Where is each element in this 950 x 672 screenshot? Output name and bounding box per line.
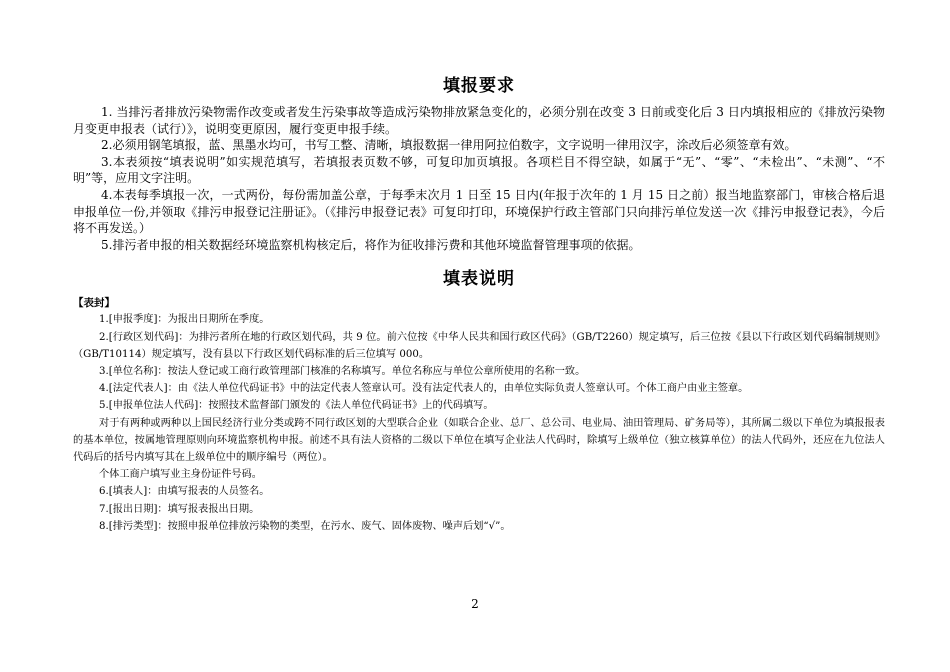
instruction-item: 2.[行政区划代码]：为排污者所在地的行政区划代码，共 9 位。前六位按《中华人民共和国行政区代码》（GB/T2260）规定填写，后三位按《县以下行政区划代码编制规则》（GB/T10114）规定填写，没有县以下行政区划代码标准的后三位填写 000。 [73,331,885,360]
instruction-item: 5.[申报单位法人代码]：按照技术监督部门颁发的《法人单位代码证书》上的代码填写。 [99,400,494,412]
section-title-instructions: 填表说明 [443,269,515,290]
instruction-item: 4.[法定代表人]：由《法人单位代码证书》中的法定代表人签章认可。没有法定代表人的，由单位实际负责人签章认可。个体工商户由业主签章。 [99,383,749,395]
document-page [73,74,885,535]
instruction-item: 1.[申报季度]：为报出日期所在季度。 [99,314,270,326]
requirement-item: 4.本表每季填报一次，一式两份，每份需加盖公章，于每季末次月 1 日至 15 日内(年报于次年的 1 月 15 日之前）报当地监察部门，审核合格后退申报单位一份,并领取《排污申报登记注册证》。（《排污申报登记表》可复印打印，环境保护行政主管部门只向排污单位发送一次《排污申报登记表》，今后将不再发送。） [73,187,885,236]
instruction-item: 6.[填表人]：由填写报表的人员签名。 [99,486,270,498]
requirements-list [73,104,885,253]
section-title-requirements: 填报要求 [443,76,515,96]
requirement-item: 1. 当排污者排放污染物需作改变或者发生污染事故等造成污染物排放紧急变化的，必须分别在改变 3 日前或变化后 3 日内填报相应的《排放污染物月变更申报表（试行）》，说明变更原因，履行变更申报手续。 [73,105,885,136]
requirement-item: 2.必须用钢笔填报，蓝、黑墨水均可，书写工整、清晰，填报数据一律用阿拉伯数字，文字说明一律用汉字，涂改后必须签章有效。 [101,138,797,153]
subsection-heading-cover: 【表封】 [73,297,115,310]
page-number: 2 [471,597,479,611]
requirement-item: 3.本表须按“填表说明”如实规范填写，若填报表页数不够，可复印加页填报。各项栏目不得空缺，如属于“无”、“零”、“未检出”、“未测”、“不明”等，应用文字注明。 [73,154,885,186]
instruction-item: 对于有两种或两种以上国民经济行业分类或跨不同行政区划的大型联合企业（如联合企业、总厂、总公司、电业局、油田管理局、矿务局等），其所属二级以下单位为填报报表的基本单位，按属地管理原则向环境监察机构申报。前述不具有法人资格的二级以下单位在填写企业法人代码时，除填写上级单位（独立核算单位）的法人代码外，还应在九位法人代码后的括号内填写其在上级单位中的顺序编号（两位）。 [73,417,885,463]
requirement-item: 5.排污者申报的相关数据经环境监察机构核定后，将作为征收排污费和其他环境监督管理事项的依据。 [101,237,641,252]
instruction-item: 3.[单位名称]：按法人登记或工商行政管理部门核准的名称填写。单位名称应与单位公章所使用的名称一致。 [99,365,586,377]
instruction-item: 8.[排污类型]：按照申报单位排放污染物的类型，在污水、废气、固体废物、噪声后划“√”。 [99,520,511,532]
instruction-item: 个体工商户填写业主身份证件号码。 [99,469,262,481]
instruction-item: 7.[报出日期]：填写报表报出日期。 [99,503,260,515]
instructions-list [73,311,885,535]
